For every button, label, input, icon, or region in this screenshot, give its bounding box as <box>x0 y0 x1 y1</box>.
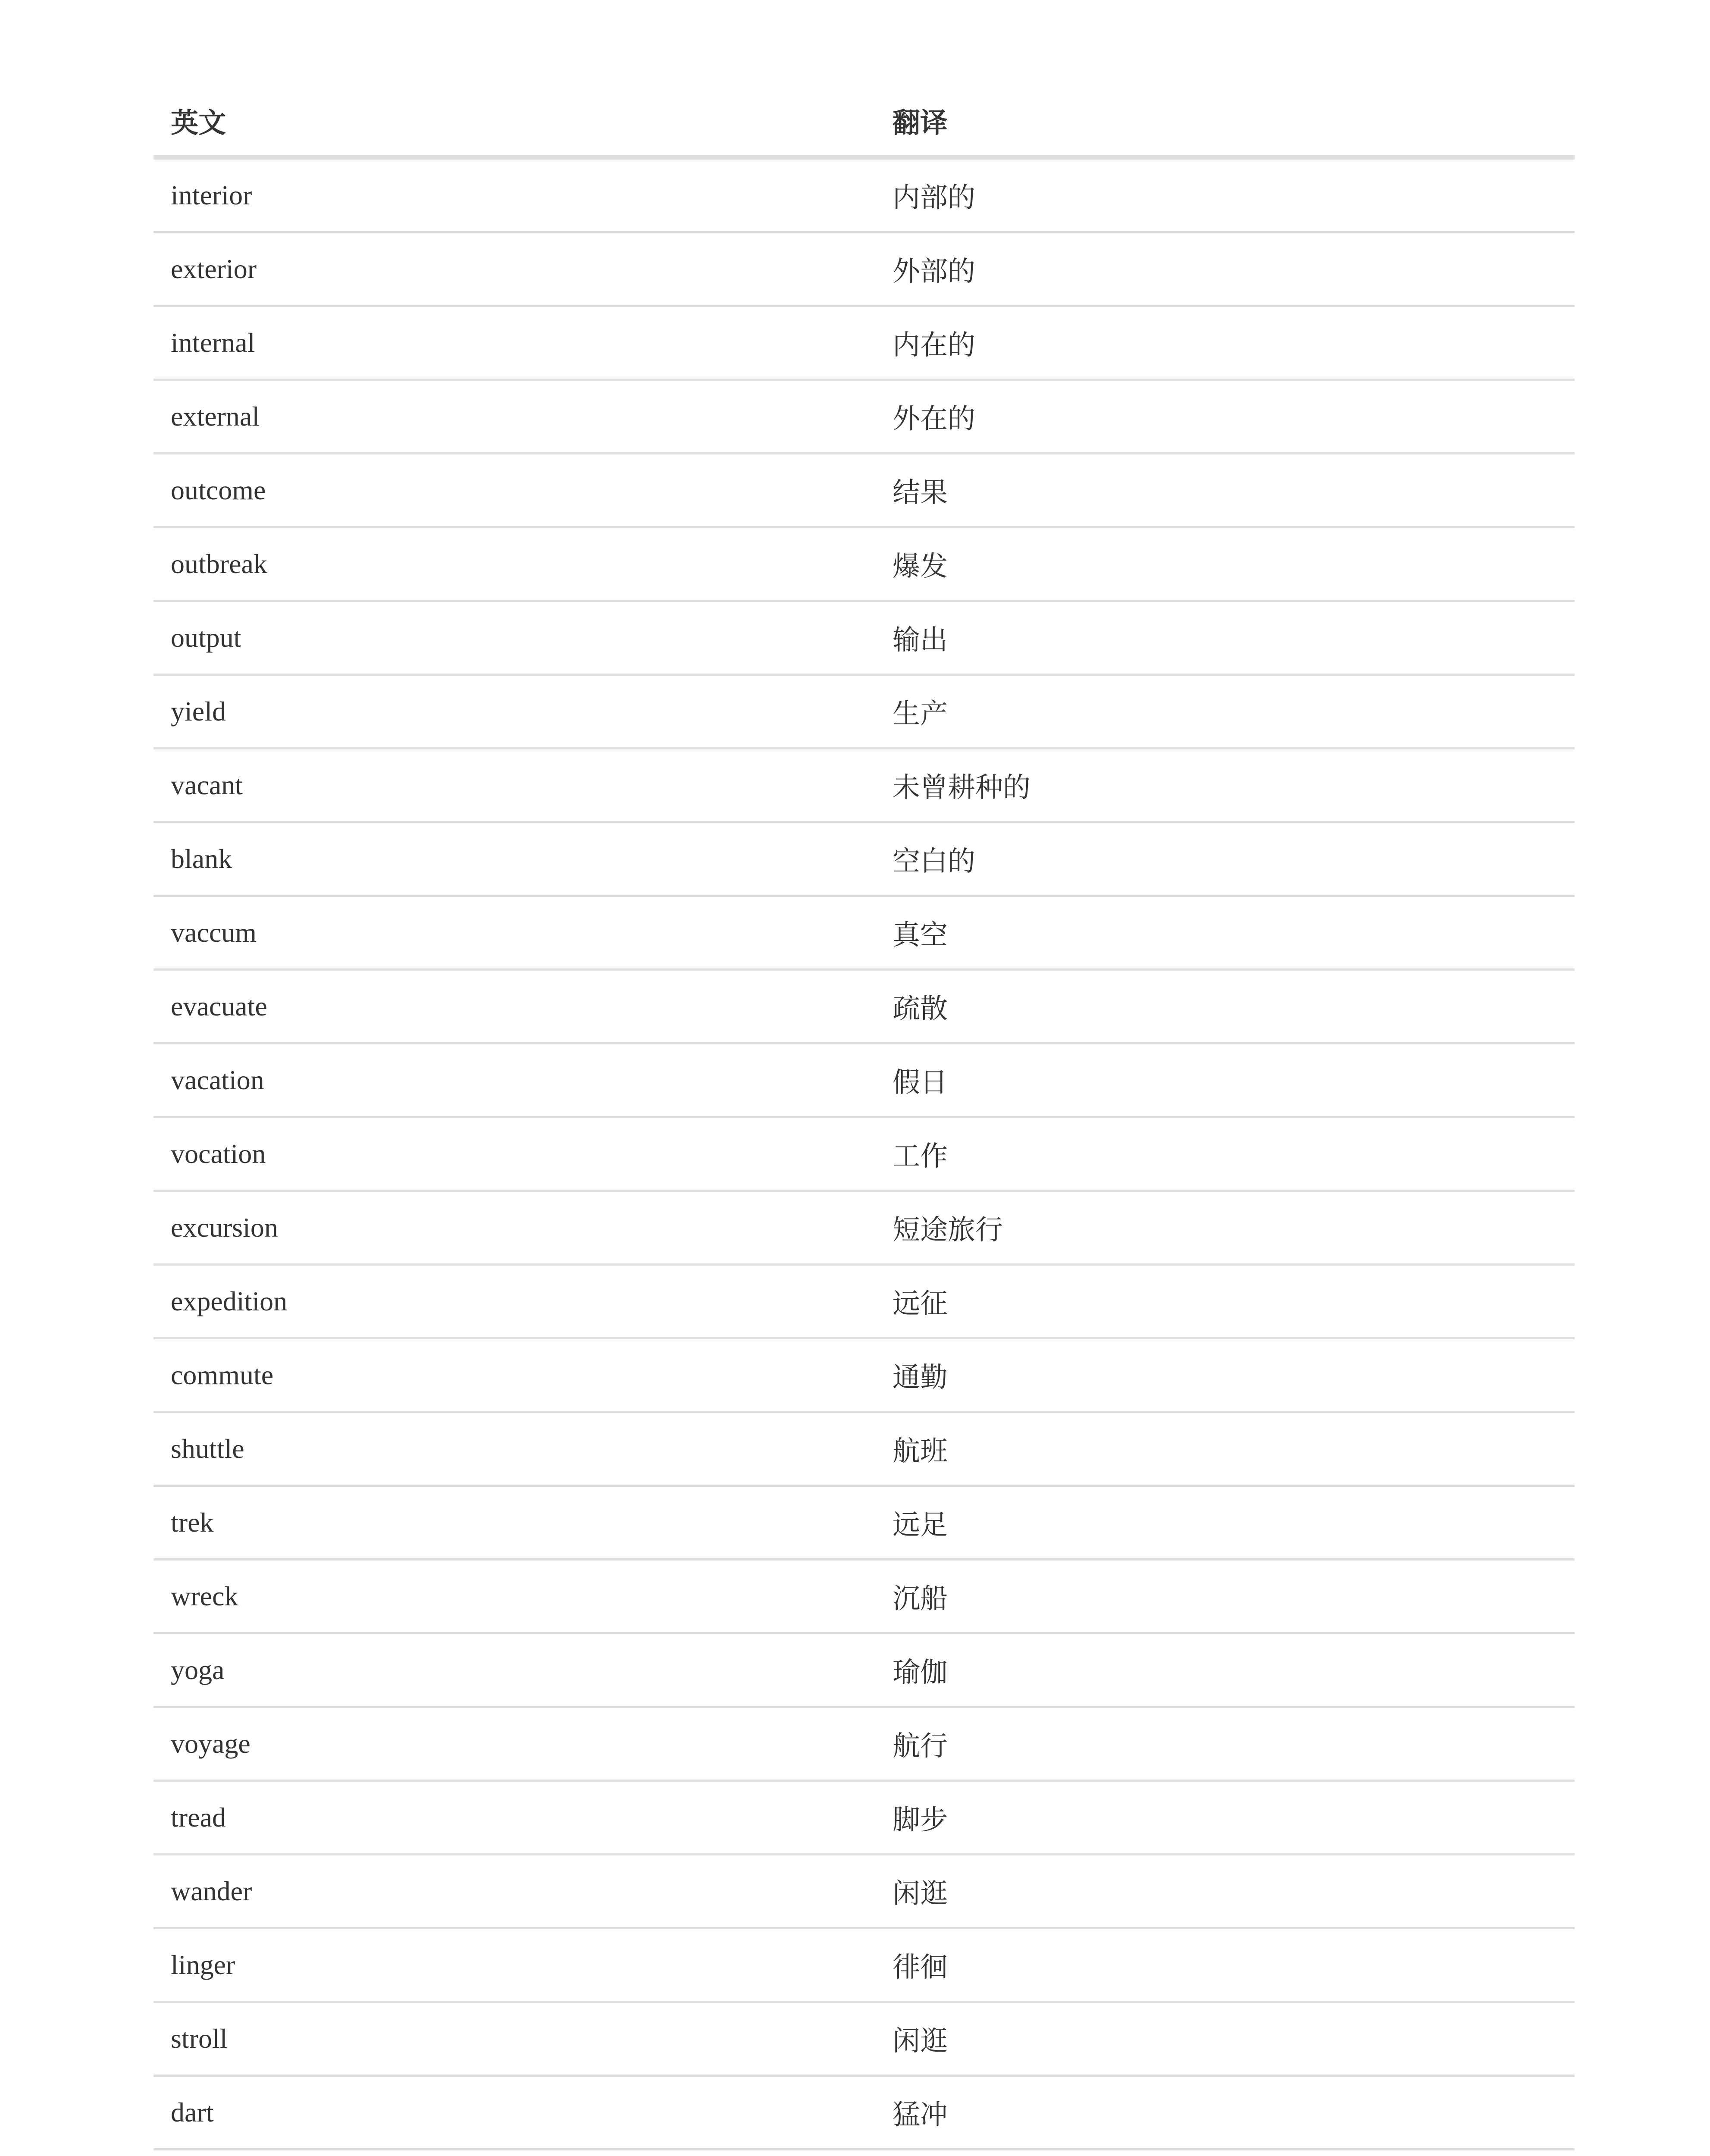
table-row <box>153 232 1575 306</box>
translation-word: 未曾耕种的 <box>875 749 1575 822</box>
table-row <box>153 2150 1575 2156</box>
english-word: outcome <box>153 454 875 527</box>
table-row <box>153 527 1575 601</box>
translation-word: 空白的 <box>875 822 1575 896</box>
english-word: expedition <box>153 1265 875 1338</box>
table-row <box>153 380 1575 454</box>
translation-word: 脚步 <box>875 1781 1575 1855</box>
translation-word: 闲逛 <box>875 2002 1575 2076</box>
table-row <box>153 1707 1575 1781</box>
english-word: blank <box>153 822 875 896</box>
translation-word: 爆发 <box>875 527 1575 601</box>
table-row <box>153 2076 1575 2150</box>
table-row <box>153 1781 1575 1855</box>
translation-word: 闲逛 <box>875 1855 1575 1928</box>
table-row <box>153 157 1575 232</box>
english-word: external <box>153 380 875 454</box>
translation-word: 结果 <box>875 454 1575 527</box>
translation-word: 航班 <box>875 1412 1575 1486</box>
table-row <box>153 1191 1575 1265</box>
header-english: 英文 <box>153 86 875 157</box>
english-word: vacant <box>153 749 875 822</box>
translation-word: 外在的 <box>875 380 1575 454</box>
table-row <box>153 896 1575 970</box>
table-row <box>153 1117 1575 1191</box>
translation-word: 工作 <box>875 1117 1575 1191</box>
english-word: yoga <box>153 1633 875 1707</box>
table-row <box>153 1044 1575 1117</box>
table-row <box>153 675 1575 749</box>
table-row <box>153 1265 1575 1338</box>
translation-word: 徘徊 <box>875 1928 1575 2002</box>
table-row <box>153 749 1575 822</box>
table-row <box>153 1633 1575 1707</box>
english-word: voyage <box>153 1707 875 1781</box>
table-row <box>153 1412 1575 1486</box>
english-word: outbreak <box>153 527 875 601</box>
english-word: wreck <box>153 1560 875 1633</box>
english-word: wander <box>153 1855 875 1928</box>
translation-word: 瑜伽 <box>875 1633 1575 1707</box>
english-word: trek <box>153 1486 875 1560</box>
table-row <box>153 454 1575 527</box>
header-row <box>153 86 1575 157</box>
table-row <box>153 601 1575 675</box>
vocabulary-table <box>153 86 1575 2156</box>
translation-word: 通勤 <box>875 1338 1575 1412</box>
table-row <box>153 1855 1575 1928</box>
translation-word: 短途旅行 <box>875 1191 1575 1265</box>
table-header <box>153 86 1575 157</box>
table-row <box>153 1486 1575 1560</box>
english-word: tread <box>153 1781 875 1855</box>
translation-word: 输出 <box>875 601 1575 675</box>
translation-word: 猛冲 <box>875 2076 1575 2150</box>
english-word: vaccum <box>153 896 875 970</box>
translation-word: 远征 <box>875 1265 1575 1338</box>
translation-word: 生产 <box>875 675 1575 749</box>
translation-word <box>875 2150 1575 2156</box>
english-word: stroll <box>153 2002 875 2076</box>
table-row <box>153 306 1575 380</box>
table-row <box>153 1928 1575 2002</box>
translation-word: 假日 <box>875 1044 1575 1117</box>
table-row <box>153 1560 1575 1633</box>
translation-word: 内部的 <box>875 157 1575 232</box>
table-row <box>153 822 1575 896</box>
english-word: evacuate <box>153 970 875 1044</box>
english-word: shuttle <box>153 1412 875 1486</box>
translation-word: 外部的 <box>875 232 1575 306</box>
translation-word: 沉船 <box>875 1560 1575 1633</box>
header-translation: 翻译 <box>875 86 1575 157</box>
translation-word: 远足 <box>875 1486 1575 1560</box>
english-word: internal <box>153 306 875 380</box>
table-body <box>153 157 1575 2156</box>
translation-word: 内在的 <box>875 306 1575 380</box>
english-word: dart <box>153 2076 875 2150</box>
english-word: vocation <box>153 1117 875 1191</box>
english-word <box>153 2150 875 2156</box>
table-row <box>153 970 1575 1044</box>
english-word: exterior <box>153 232 875 306</box>
translation-word: 真空 <box>875 896 1575 970</box>
english-word: linger <box>153 1928 875 2002</box>
table-row <box>153 1338 1575 1412</box>
english-word: output <box>153 601 875 675</box>
english-word: excursion <box>153 1191 875 1265</box>
table-row <box>153 2002 1575 2076</box>
english-word: commute <box>153 1338 875 1412</box>
translation-word: 疏散 <box>875 970 1575 1044</box>
translation-word: 航行 <box>875 1707 1575 1781</box>
english-word: vacation <box>153 1044 875 1117</box>
english-word: yield <box>153 675 875 749</box>
english-word: interior <box>153 157 875 232</box>
